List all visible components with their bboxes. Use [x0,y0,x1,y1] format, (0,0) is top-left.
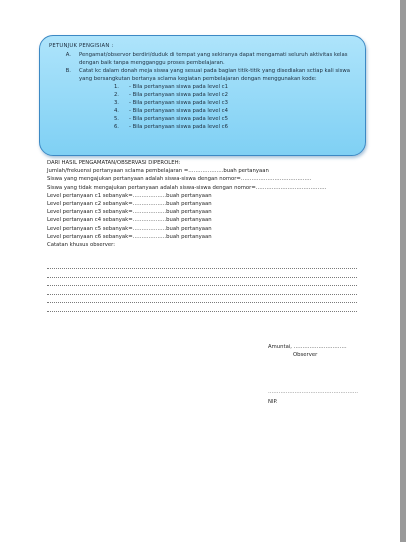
observation-line: Level pertanyaan c1 sebanyak=……………….buah pertanyaan [47,192,212,199]
level-code-number: 6. [113,124,119,130]
instruction-item-b [49,67,357,83]
level-code-number: 1. [113,84,119,90]
observation-line: Level pertanyaan c2 sebanyak=……………….buah pertanyaan [47,201,212,208]
signature-nip: NIP. [268,399,278,405]
level-code-item [49,115,357,123]
question-level-codes [49,83,357,131]
signature-role: Observer [293,352,318,358]
instructions-box [39,35,366,156]
observation-line: Level pertanyaan c3 sebanyak=……………….buah pertanyaan [47,209,212,216]
instruction-letter: A. [65,52,71,58]
instruction-text: Catat kc dalam donah meja siswa yang sesuai pada bagian titik-titik yang disediakan sctiap kali siswa yang bersangkutan bertanya sclama kegiatan pembelajaran dengan menggunakan kode: [79,68,350,82]
notes-dotted-line [47,302,357,303]
level-code-text: - Bila pertanyaan siswa pada level c1 [129,84,228,90]
notes-dotted-line [47,294,357,295]
notes-dotted-line [47,285,357,286]
level-code-number: 5. [113,116,119,122]
notes-dotted-line [47,311,357,312]
observation-line: Siswa yang mengajukan pertanyaan adalah siswa-siswa dengan nomor=…………………………………. [47,176,312,183]
level-code-number: 2. [113,92,119,98]
signature-place-date: Amuntai, ………………………… [268,344,347,350]
level-code-text: - Bila pertanyaan siswa pada level c6 [129,124,228,130]
notes-dotted-line [47,277,357,278]
observation-heading: DARI HASIL PENGAMATAN/OBSERVASI DIPEROLEH: [47,160,181,166]
observation-line: Level pertanyaan c4 sebanyak=……………….buah pertanyaan [47,217,212,224]
page-edge-scrollbar[interactable] [400,0,406,542]
observation-line: Siswa yang tidak mengajukan pertanyaan adalah siswa-siswa dengan nomor=…………………………………. [47,184,327,191]
level-code-item [49,99,357,107]
instruction-item-a [49,51,357,67]
notes-dotted-line [47,268,357,269]
signature-name-line: …………………………………………… [268,389,359,395]
instruction-text: Pengamat/observor berdiri/duduk di tempat yang sekiranya dapat mengamati seluruh aktivitas kelas dengan baik tanpa mengganggu proses pembelajaran. [79,52,348,66]
level-code-item [49,83,357,91]
level-code-number: 4. [113,108,119,114]
level-code-number: 3. [113,100,119,106]
instructions-title: PETUNJUK PENGISIAN : [49,43,114,49]
level-code-text: - Bila pertanyaan siswa pada level c5 [129,116,228,122]
observation-line: Level pertanyaan c5 sebanyak=……………….buah pertanyaan [47,225,212,232]
level-code-item [49,91,357,99]
observation-line: Level pertanyaan c6 sebanyak=……………….buah pertanyaan [47,233,212,240]
instruction-letter: B. [65,68,71,74]
observer-notes-label: Catatan khusus observer: [47,242,116,249]
level-code-item [49,123,357,131]
level-code-item [49,107,357,115]
level-code-text: - Bila pertanyaan siswa pada level c2 [129,92,228,98]
observation-results [47,159,367,249]
level-code-text: - Bila pertanyaan siswa pada level c3 [129,100,228,106]
observation-line: Jumlah/frekuensi pertanyaan sclama pembelajaran =………………..buah pertanyaan [47,168,269,175]
level-code-text: - Bila pertanyaan siswa pada level c4 [129,108,228,114]
